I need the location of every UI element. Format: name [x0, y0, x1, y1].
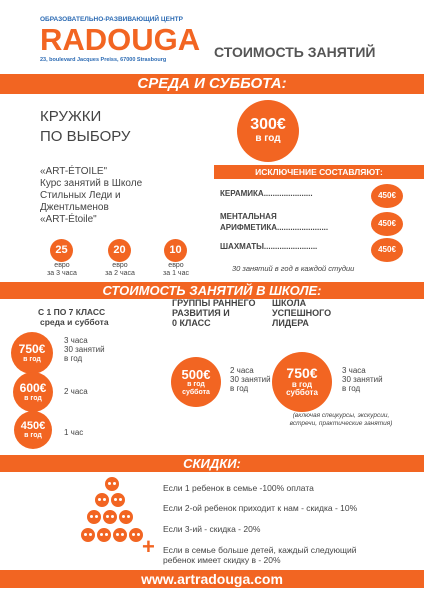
- school-banner: СТОИМОСТЬ ЗАНЯТИЙ В ШКОЛЕ:: [0, 282, 424, 299]
- grade-price-750: [11, 332, 53, 374]
- exception-arithmetic: [220, 211, 328, 233]
- etoile-price-10-desc: за 1 час: [163, 270, 189, 277]
- leader-note-2: встречи, практические занятия): [289, 420, 393, 427]
- kid-icon-3: [110, 492, 126, 508]
- leader-note: [268, 412, 414, 428]
- grade-price-600-sub: в год: [24, 394, 42, 402]
- footer-banner: [0, 570, 424, 588]
- price-main: 300€: [250, 116, 286, 134]
- early-title-1: ГРУППЫ РАННЕГО: [172, 298, 256, 308]
- kid-icon-1: [104, 476, 120, 492]
- early-price-sub-1: в год: [187, 381, 205, 389]
- leader-price-sub-1: в год: [291, 379, 313, 389]
- leader-title-2: УСПЕШНОГО: [272, 308, 332, 318]
- leader-price-value: 750€: [286, 365, 318, 382]
- clubs-line-2: ПО ВЫБОРУ: [40, 128, 131, 145]
- discount-item-2: Если 2-ой ребенок приходит к нам - скидка - 10%: [163, 503, 358, 513]
- discount-item-4: [163, 545, 357, 565]
- leader-desc-2: 30 занятий: [342, 375, 383, 384]
- grade-price-750-sub: в год: [23, 355, 41, 363]
- early-desc: [230, 366, 271, 393]
- exception-price-1: 450€: [371, 184, 403, 208]
- grade-750-desc-3: в год: [64, 354, 83, 363]
- grade-price-450: [14, 411, 52, 449]
- kid-icon-8: [96, 527, 112, 543]
- etoile-price-25-unit: евро: [54, 262, 70, 269]
- grades-title-1: С 1 ПО 7 КЛАСС: [38, 307, 106, 317]
- kid-icon-5: [102, 509, 118, 525]
- early-title: [172, 298, 256, 328]
- exception-arithmetic-line-2: АРИФМЕТИКА.......................: [220, 223, 329, 232]
- etoile-price-25: 25: [50, 239, 73, 262]
- etoile-price-20: 20: [108, 239, 131, 262]
- footer-url[interactable]: www.artradouga.com: [141, 571, 283, 587]
- exceptions-note: 30 занятий в год в каждой студии: [232, 264, 355, 273]
- leader-desc-3: в год: [342, 384, 361, 393]
- grade-price-600-value: 600€: [19, 381, 47, 396]
- kid-icon-6: [118, 509, 134, 525]
- discounts-banner: СКИДКИ:: [0, 455, 424, 472]
- leader-desc-1: 3 часа: [342, 366, 366, 375]
- etoile-block: [40, 166, 142, 226]
- early-desc-1: 2 часа: [230, 366, 254, 375]
- leader-title-3: ЛИДЕРА: [272, 318, 309, 328]
- grades-title-2: среда и суббота: [40, 317, 109, 327]
- etoile-price-25-desc: за 3 часа: [47, 270, 77, 277]
- kid-icon-7: [80, 527, 96, 543]
- etoile-price-10: 10: [164, 239, 187, 262]
- grade-price-450-sub: в год: [24, 432, 42, 440]
- etoile-title: «ART-ÉTOILE": [40, 166, 108, 177]
- leader-price-circle: [272, 352, 332, 412]
- etoile-price-20-unit: евро: [112, 262, 128, 269]
- tagline: ОБРАЗОВАТЕЛЬНО-РАЗВИВАЮЩИЙ ЦЕНТР: [40, 16, 183, 23]
- grades-title: [38, 307, 109, 327]
- early-title-2: РАЗВИТИЯ И: [172, 308, 230, 318]
- etoile-desc-1: Курс занятий в Школе: [40, 178, 143, 189]
- grade-750-desc-2: 30 занятий: [64, 345, 105, 354]
- leader-note-1: (включая спецкурсы, экскурсии,: [292, 412, 390, 419]
- address: 23, boulevard Jacques Preiss, 67000 Strasbourg: [40, 57, 167, 63]
- early-desc-2: 30 занятий: [230, 375, 271, 384]
- leader-title-1: ШКОЛА: [272, 298, 307, 308]
- grade-price-750-desc: [64, 336, 105, 363]
- kid-icon-9: [112, 527, 128, 543]
- exceptions-banner: ИСКЛЮЧЕНИЕ СОСТАВЛЯЮТ:: [214, 165, 424, 179]
- early-price-circle: [171, 357, 221, 407]
- leader-title: [272, 298, 331, 328]
- grade-750-desc-1: 3 часа: [64, 336, 88, 345]
- kids-illustration: [80, 476, 160, 568]
- grade-price-450-value: 450€: [20, 419, 46, 432]
- exception-arithmetic-line-1: МЕНТАЛЬНАЯ: [220, 212, 277, 221]
- etoile-desc-3: Джентльменов: [40, 202, 109, 213]
- page-title: СТОИМОСТЬ ЗАНЯТИЙ: [214, 44, 376, 60]
- wednesday-banner: СРЕДА И СУББОТА:: [0, 74, 424, 94]
- discount-item-4-line-2: ребенок имеет скидку в - 20%: [163, 555, 281, 565]
- etoile-price-10-unit: евро: [168, 262, 184, 269]
- etoile-price-20-desc: за 2 часа: [105, 270, 135, 277]
- exception-price-3: 450€: [371, 238, 403, 262]
- logo: RADOUGA: [40, 22, 201, 57]
- discount-item-1: Если 1 ребенок в семье -100% оплата: [163, 483, 314, 493]
- early-title-3: 0 КЛАСС: [172, 318, 211, 328]
- leader-price-sub-2: суббота: [286, 388, 318, 398]
- early-price-value: 500€: [181, 366, 211, 382]
- kid-icon-4: [86, 509, 102, 525]
- grade-price-600: [13, 372, 53, 412]
- plus-icon: +: [142, 534, 155, 559]
- clubs-title: [40, 107, 130, 147]
- exception-price-2: 450€: [371, 212, 403, 236]
- price-main-circle: [237, 100, 299, 162]
- exception-chess: ШАХМАТЫ........................: [220, 242, 318, 251]
- discount-item-4-line-1: Если в семье больше детей, каждый следующий: [163, 545, 357, 555]
- grade-price-600-desc: 2 часа: [64, 387, 88, 396]
- kid-icon-2: [94, 492, 110, 508]
- etoile-desc-2: Стильных Леди и: [40, 190, 121, 201]
- leader-desc: [342, 366, 383, 393]
- etoile-desc-4: «ART-Étoile": [40, 214, 97, 225]
- early-desc-3: в год: [230, 384, 249, 393]
- header: [0, 0, 424, 72]
- price-main-sub: в год: [255, 133, 281, 145]
- grade-price-750-value: 750€: [18, 342, 46, 357]
- discount-item-3: Если 3-ий - скидка - 20%: [163, 524, 261, 534]
- grade-price-450-desc: 1 час: [64, 428, 84, 437]
- clubs-line-1: КРУЖКИ: [40, 108, 102, 125]
- early-price-sub-2: суббота: [182, 388, 210, 396]
- exception-ceramics: КЕРАМИКА......................: [220, 189, 313, 198]
